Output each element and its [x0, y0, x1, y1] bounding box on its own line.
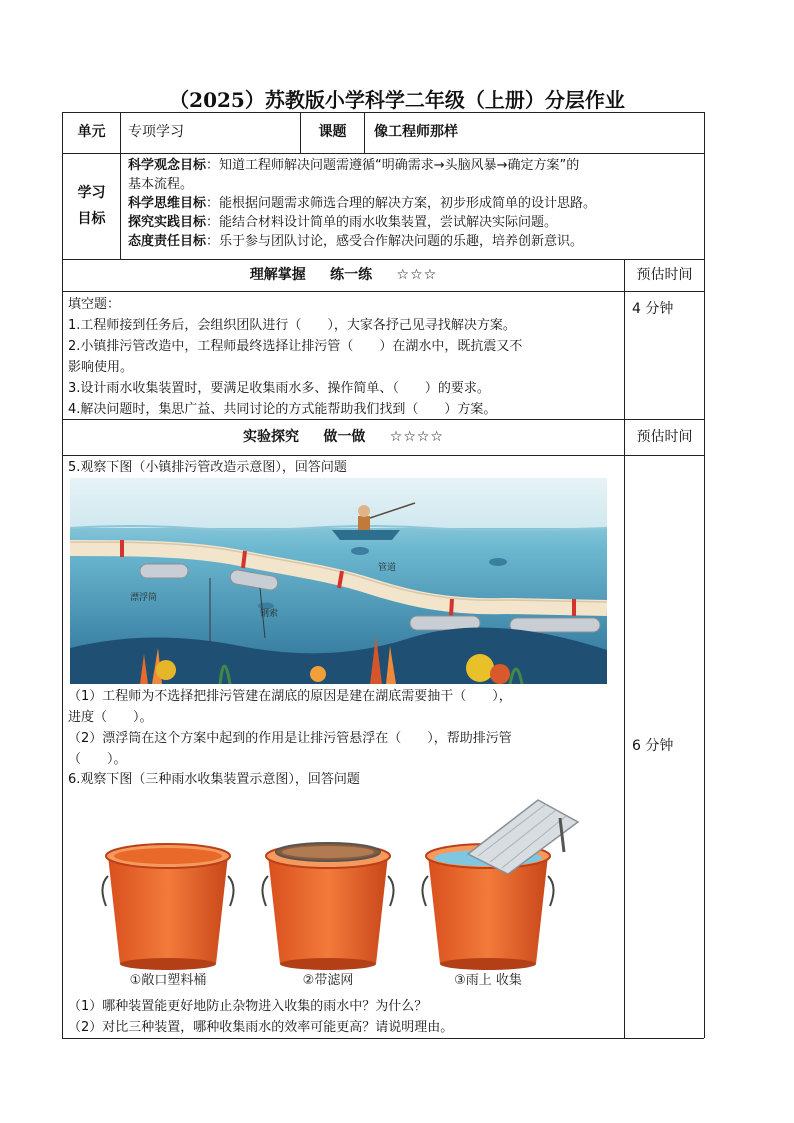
question-line: （2）漂浮筒在这个方案中起到的作用是让排污管悬浮在（ ），帮助排污管 — [68, 731, 512, 746]
objectives-list — [128, 156, 700, 251]
question-line: （ ）。 — [68, 752, 127, 767]
section2-header — [63, 428, 624, 447]
section1-time-value: 4 分钟 — [632, 301, 674, 317]
col-divider — [364, 112, 365, 153]
row-divider — [62, 291, 704, 292]
question-line: 3.设计雨水收集装置时，要满足收集雨水多、操作简单、（ ）的要求。 — [68, 381, 490, 396]
unit-value: 专项学习 — [128, 124, 184, 140]
unit-label: 单元 — [77, 124, 106, 140]
section1-time-label: 预估时间 — [636, 267, 693, 283]
label-pipe: 管道 — [378, 563, 397, 573]
question-line: （1）工程师为不选择把排污管建在湖底的原因是建在湖底需要抽干（ ）， — [68, 689, 512, 704]
fill-blank-questions — [68, 294, 620, 420]
objectives-label — [63, 180, 120, 232]
objective-text: ：知道工程师解决问题需遵循“明确需求→头脑风暴→确定方案”的 — [206, 158, 580, 173]
objectives-label-line1: 学习 — [77, 185, 106, 201]
section2-time-label: 预估时间 — [636, 429, 693, 445]
objective-text: ：能根据问题需求筛选合理的解决方案，初步形成简单的设计思路。 — [206, 196, 597, 211]
row-divider — [62, 455, 704, 456]
bucket-label-3: ③雨上 收集 — [454, 973, 522, 988]
section1-title: 理解掌握 — [249, 267, 306, 283]
table-right-border — [704, 112, 705, 1038]
label-cable: 钢索 — [260, 609, 279, 619]
objective-item — [128, 156, 700, 175]
col-divider — [120, 112, 121, 259]
question-line: （2）对比三种装置，哪种收集雨水的效率可能更高？请说明理由。 — [68, 1020, 454, 1035]
label-float: 漂浮筒 — [130, 593, 158, 603]
section1-stars: ☆☆☆ — [396, 267, 438, 283]
question-line: 2.小镇排污管改造中，工程师最终选择让排污管（ ）在湖水中，既抗震又不 — [68, 339, 523, 354]
table-bottom-border — [62, 1038, 704, 1039]
bucket-rain-cover — [422, 800, 578, 970]
bucket-label-2: ②带滤网 — [302, 973, 354, 988]
objective-item — [128, 232, 700, 251]
objective-item — [128, 213, 700, 232]
q6-title: 6.观察下图（三种雨水收集装置示意图），回答问题 — [68, 772, 360, 787]
objective-head: 态度责任目标 — [128, 234, 207, 249]
bucket-label-1: ①敞口塑料桶 — [129, 973, 207, 988]
row-divider — [62, 259, 704, 260]
objective-item-cont: 基本流程。 — [128, 177, 194, 192]
objective-item — [128, 194, 700, 213]
question-line: 进度（ ）。 — [68, 710, 153, 725]
question-line: （1）哪种装置能更好地防止杂物进入收集的雨水中？为什么？ — [68, 999, 428, 1014]
sewage-pipe-illustration — [70, 478, 607, 684]
objective-text: ：能结合材料设计简单的雨水收集装置，尝试解决实际问题。 — [206, 215, 558, 230]
row-divider — [62, 153, 704, 154]
objective-head: 科学观念目标 — [128, 158, 207, 173]
question-intro: 填空题： — [68, 297, 121, 312]
col-divider — [624, 259, 625, 1038]
q6-subquestions — [68, 996, 620, 1038]
topic-value: 像工程师那样 — [374, 124, 458, 140]
question-line: 影响使用。 — [68, 360, 134, 375]
section1-header — [63, 266, 624, 285]
objective-head: 科学思维目标 — [128, 196, 207, 211]
section2-title: 实验探究 — [243, 429, 300, 445]
objectives-label-line2: 目标 — [77, 211, 106, 227]
section2-time-value: 6 分钟 — [632, 738, 674, 754]
table-left-border — [62, 112, 63, 1038]
section2-subtitle: 做一做 — [323, 429, 366, 445]
question-line: 4.解决问题时，集思广益、共同讨论的方式能帮助我们找到（ ）方案。 — [68, 402, 497, 417]
question-line: 1.工程师接到任务后，会组织团队进行（ ），大家各抒己见寻找解决方案。 — [68, 318, 516, 333]
bucket-filter — [262, 843, 393, 970]
table-top-border — [62, 112, 704, 113]
topic-label: 课题 — [318, 124, 347, 140]
document-title: （2025）苏教版小学科学二年级（上册）分层作业 — [169, 88, 625, 112]
bucket-open — [102, 844, 233, 970]
objective-head: 探究实践目标 — [128, 215, 207, 230]
section2-stars: ☆☆☆☆ — [389, 429, 444, 445]
rain-collector-illustration — [98, 796, 584, 992]
objective-text: ：乐于参与团队讨论，感受合作解决问题的乐趣，培养创新意识。 — [206, 234, 584, 249]
q5-subquestions — [68, 686, 620, 770]
q5-title: 5.观察下图（小镇排污管改造示意图），回答问题 — [68, 460, 347, 475]
section1-subtitle: 练一练 — [330, 267, 373, 283]
